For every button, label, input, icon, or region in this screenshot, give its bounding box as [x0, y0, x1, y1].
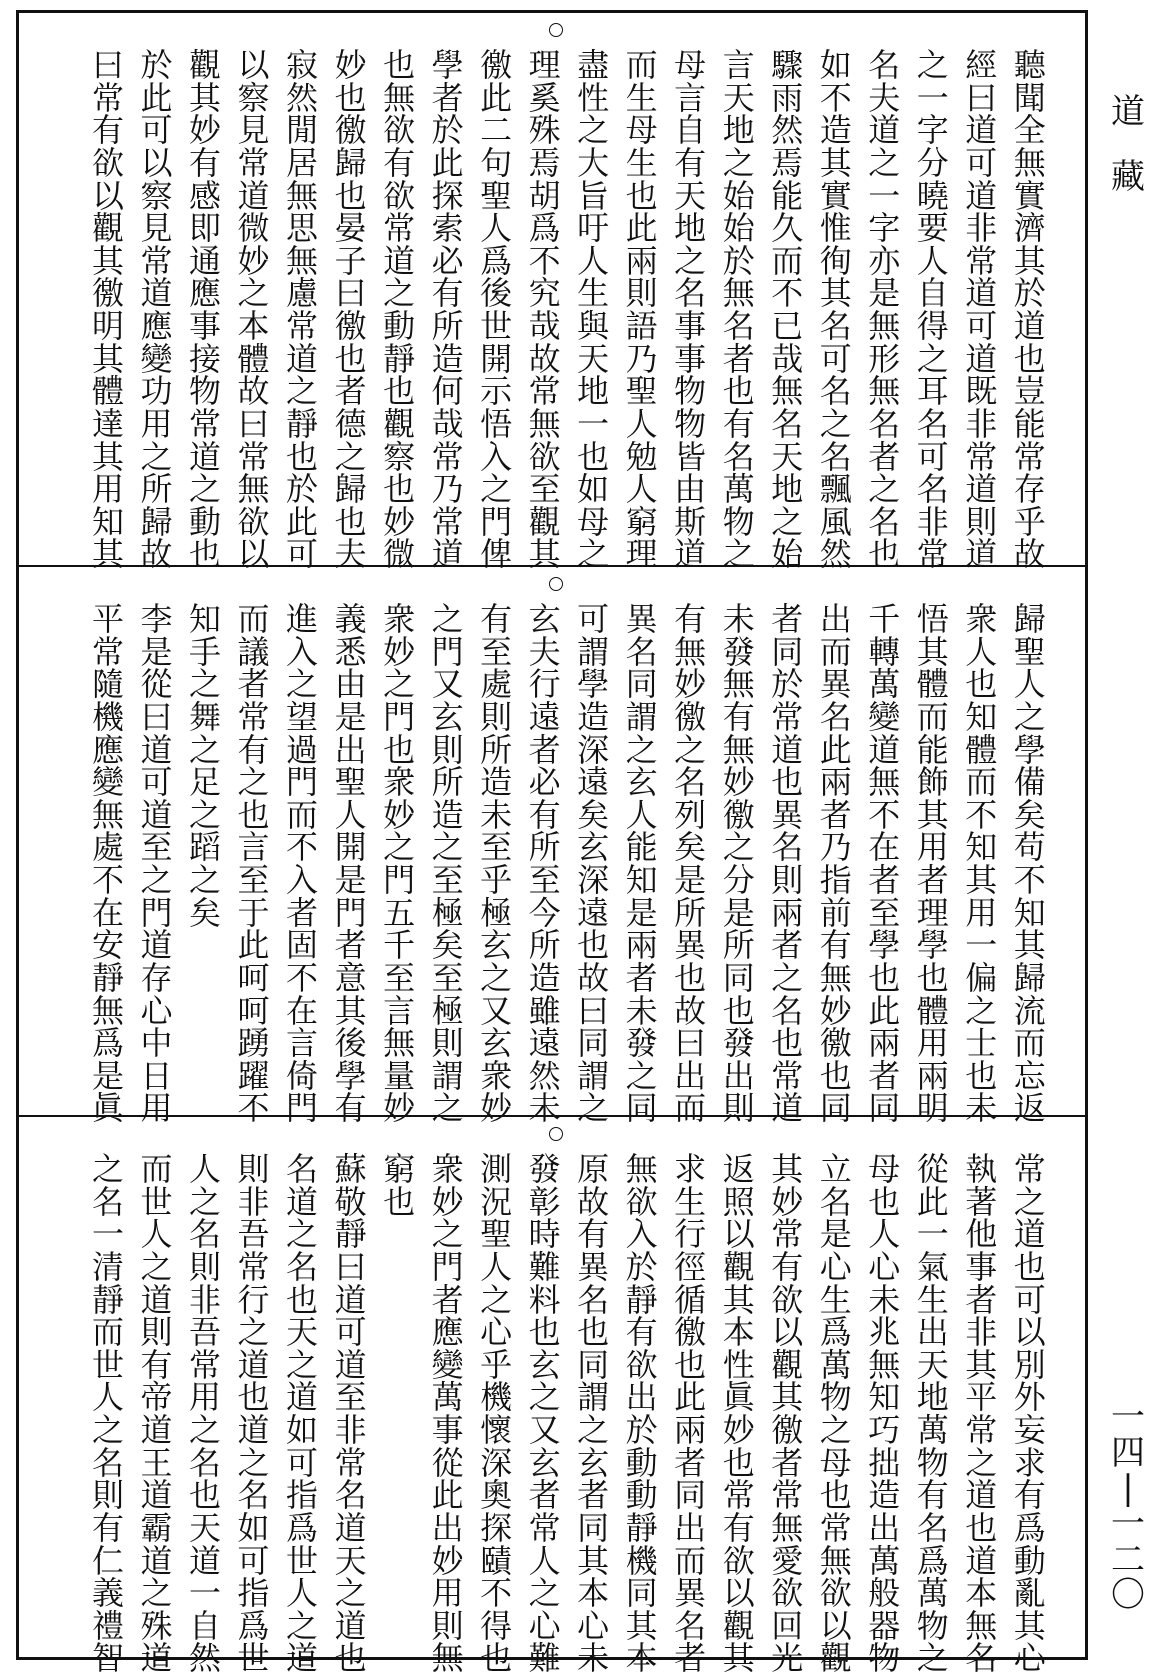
text-column: 執著他事者非其平常之道也道本無名: [965, 1150, 998, 1677]
text-column: 測況聖人之心乎機懷深奧探賾不得也: [480, 1150, 513, 1677]
text-column: 如不造其實惟徇其名可名之名飄風然: [819, 46, 852, 574]
text-column: 母也人心未兆無知巧拙造出萬般器物: [868, 1150, 901, 1677]
text-columns: [89, 1150, 1049, 1677]
margin-page-number: [1108, 1397, 1148, 1616]
text-column: 名道之名也天之道如可指爲世人之道: [286, 1150, 319, 1677]
text-column: 以察見常道微妙之本體故曰常無欲以: [237, 46, 270, 574]
text-column: 千轉萬變道無不在者至學也此兩者同: [868, 600, 901, 1128]
text-column: 平常隨機應變無處不在安靜無爲是眞: [91, 600, 124, 1128]
text-column: 無欲入於靜有欲出於動動靜機同其本: [625, 1150, 658, 1677]
text-column: 衆妙之門也衆妙之門五千至言無量妙: [383, 600, 416, 1128]
text-column: 義悉由是出聖人開是門者意其後學有: [334, 600, 367, 1128]
text-column: 言天地之始始於無名者也有名萬物之: [722, 46, 755, 574]
text-column: 有至處則所造未至乎極玄之又玄衆妙: [480, 600, 513, 1128]
text-column: 曰常有欲以觀其徼明其體達其用知其: [91, 46, 124, 574]
text-column: 返照以觀其本性眞妙也常有欲以觀其: [722, 1150, 755, 1677]
page-number-char: 一: [1111, 1397, 1145, 1437]
margin-title-char: 藏: [1111, 156, 1145, 197]
text-column: 者同於常道也異名則兩者之名也常道: [771, 600, 804, 1128]
text-column: 則非吾常行之道也道之名如可指爲世: [237, 1150, 270, 1677]
text-column: 名夫道之一字亦是無形無名者之名也: [868, 46, 901, 574]
text-panel-1: [19, 13, 1085, 574]
text-column: 而世人之道則有帝道王道霸道之殊道: [140, 1150, 173, 1677]
text-panel-3: [19, 1115, 1085, 1677]
page-number-char: |: [1122, 1468, 1134, 1509]
text-column: 驟雨然焉能久而不已哉無名天地之始: [771, 46, 804, 574]
text-column: 異名同謂之玄人能知是兩者未發之同: [625, 600, 658, 1128]
text-column: 未發無有無妙徼之分是所同也發出則: [722, 600, 755, 1128]
text-column: 知手之舞之足之蹈之矣: [189, 600, 222, 932]
page-number-char: 四: [1111, 1432, 1145, 1473]
text-column: 於此可以察見常道應變功用之所歸故: [140, 46, 173, 574]
text-column: 而議者常有之也言至于此呵呵踴躍不: [237, 600, 270, 1128]
text-column: 立名是心生爲萬物之母也常無欲以觀: [819, 1150, 852, 1677]
text-column: 窮也: [383, 1150, 416, 1221]
text-columns: [89, 600, 1049, 1128]
text-columns: [89, 46, 1049, 574]
text-column: 寂然閒居無思無慮常道之靜也於此可: [286, 46, 319, 574]
text-column: 可謂學造深遠矣玄深遠也故曰同謂之: [577, 600, 610, 1128]
page-number-char: 二: [1111, 1539, 1145, 1580]
text-column: 經曰道可道非常道可道既非常道則道: [965, 46, 998, 574]
margin-title-char: 道: [1111, 92, 1145, 132]
circle-mark-icon: [549, 23, 563, 37]
text-column: 李是從曰道可道至之門道存心中日用: [140, 600, 173, 1128]
text-column: 觀其妙有感即通應事接物常道之動也: [189, 46, 222, 574]
text-column: 求生行徑循徼也此兩者同出而異名者: [674, 1150, 707, 1677]
text-column: 歸聖人之學備矣苟不知其歸流而忘返: [1013, 600, 1046, 1128]
text-column: 其妙常有欲以觀其徼者常無愛欲回光: [771, 1150, 804, 1677]
circle-mark-icon: [549, 1127, 563, 1141]
page-number-char: 一: [1111, 1504, 1145, 1545]
text-column: 妙也徼歸也晏子曰徼也者德之歸也夫: [334, 46, 367, 574]
text-column: 徼此二句聖人爲後世開示悟入之門俾: [480, 46, 513, 574]
text-column: 出而異名此兩者乃指前有無妙徼也同: [819, 600, 852, 1128]
text-column: 之名一清靜而世人之名則有仁義禮智: [91, 1150, 124, 1677]
text-column: 有無妙徼之名列矣是所異也故曰出而: [674, 600, 707, 1128]
text-column: 聽聞全無實濟其於道也豈能常存乎故: [1013, 46, 1046, 574]
text-column: 盡性之大旨吁人生與天地一也如母之: [577, 46, 610, 574]
circle-mark-icon: [549, 577, 563, 591]
text-column: 悟其體而能飾其用者理學也體用兩明: [916, 600, 949, 1128]
text-column: 玄夫行遠者必有所至今所造雖遠然未: [528, 600, 561, 1128]
margin-title: [1108, 80, 1148, 209]
page-frame: [16, 10, 1088, 1677]
text-column: 衆人也知體而不知其用一偏之士也未: [965, 600, 998, 1128]
text-column: 也無欲有欲常道之動靜也觀察也妙微: [383, 46, 416, 574]
text-column: 原故有異名也同謂之玄者同其本心未: [577, 1150, 610, 1677]
text-column: 發彰時難料也玄之又玄者常人之心難: [528, 1150, 561, 1677]
text-column: 理奚殊焉胡爲不究哉故常無欲至觀其: [528, 46, 561, 574]
text-column: 從此一氣生出天地萬物有名爲萬物之: [916, 1150, 949, 1677]
text-panel-2: [19, 565, 1085, 1128]
text-column: 母言自有天地之名事事物物皆由斯道: [674, 46, 707, 574]
text-column: 進入之望過門而不入者固不在言倚門: [286, 600, 319, 1128]
text-column: 人之名則非吾常用之名也天道一自然: [189, 1150, 222, 1677]
text-column: 而生母生也此兩則語乃聖人勉人窮理: [625, 46, 658, 574]
text-column: 常之道也可以別外妄求有爲動亂其心: [1013, 1150, 1046, 1677]
page-number-char: 〇: [1111, 1575, 1145, 1616]
text-column: 之一字分曉要人自得之耳名可名非常: [916, 46, 949, 574]
text-column: 衆妙之門者應變萬事從此出妙用則無: [431, 1150, 464, 1677]
text-column: 學者於此探索必有所造何哉常乃常道: [431, 46, 464, 574]
text-column: 蘇敬靜曰道可道至非常名道天之道也: [334, 1150, 367, 1677]
text-column: 之門又玄則所造之至極矣至極則謂之: [431, 600, 464, 1128]
